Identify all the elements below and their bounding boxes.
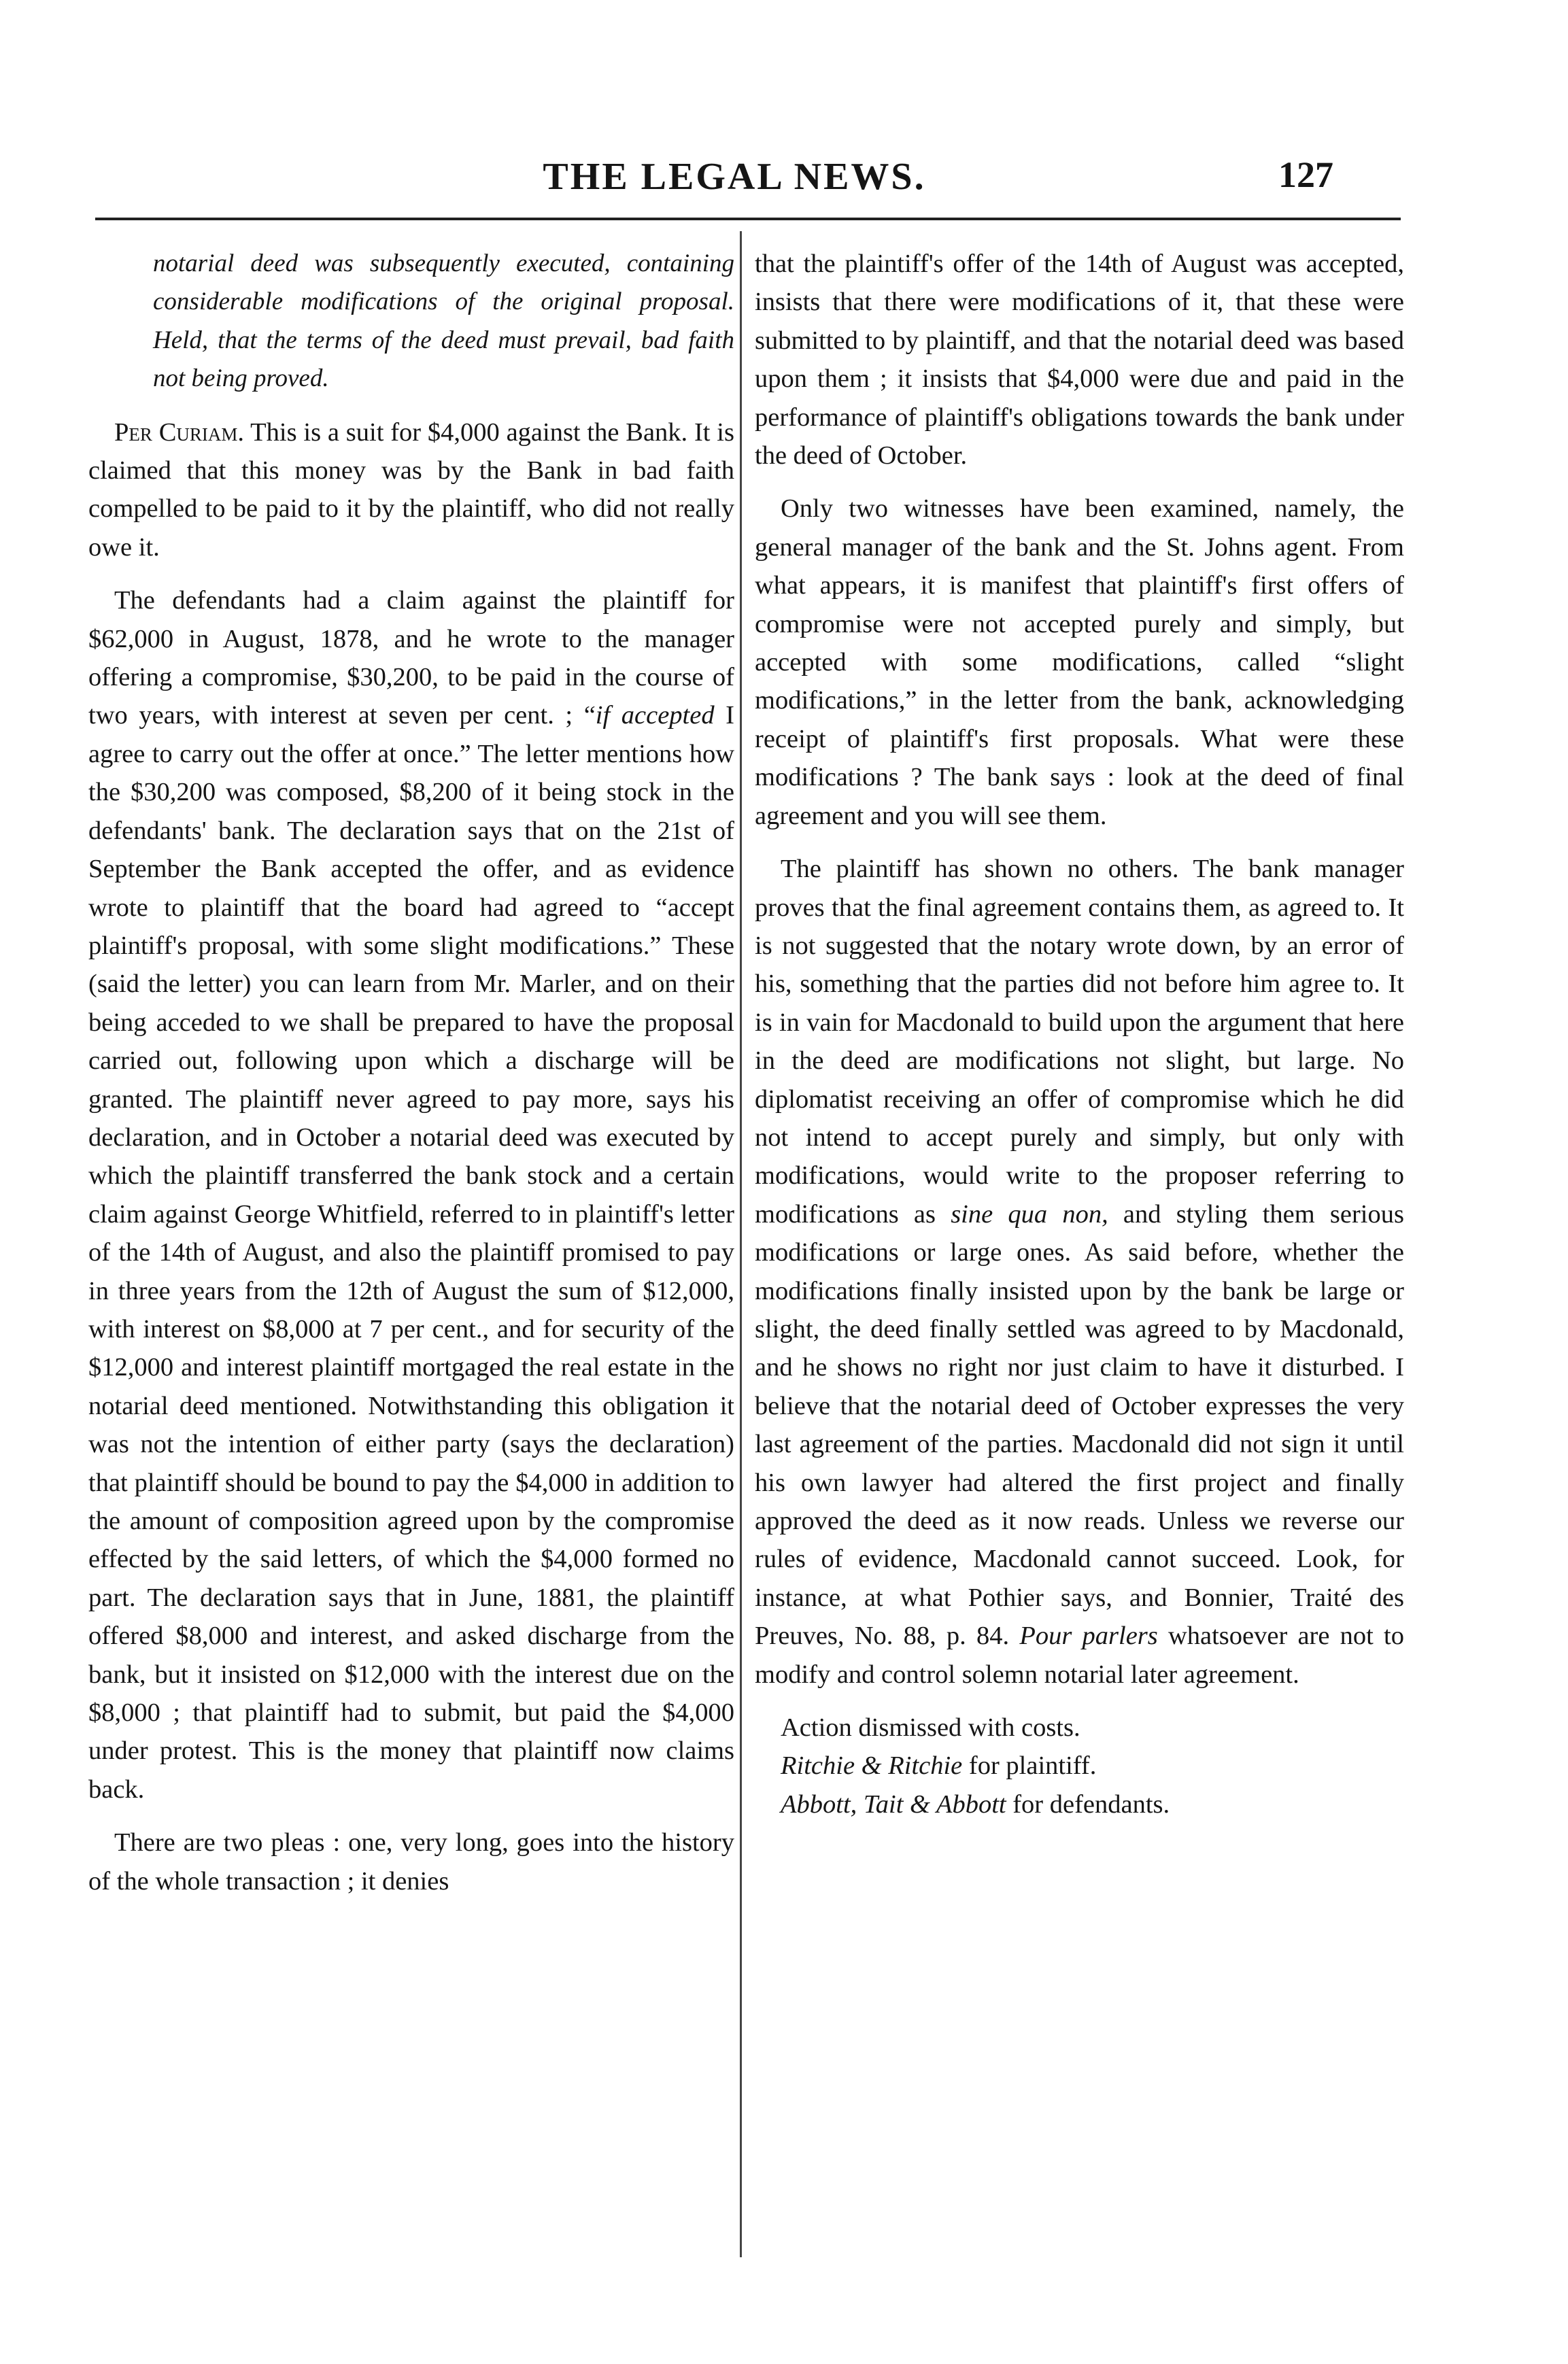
paragraph-text: The defendants had a claim against the plaintiff for $62,000 in August, 1878, and he wrote to the manager offering a compromise, $30,200, to be paid in the course of two years, with interest at seven per cent. ; “: [88, 586, 734, 730]
right-column: [755, 245, 1404, 1823]
italic-phrase: sine qua non,: [951, 1199, 1108, 1229]
italic-phrase: Pour parlers: [1019, 1622, 1158, 1651]
page-number: 127: [1278, 154, 1333, 195]
header-rule: [95, 218, 1401, 220]
paragraph: that the plaintiff's offer of the 14th of August was accepted, insists that there were modifications of it, that these were submitted to by plaintiff, and that the notarial deed was based upon them ; it insists that $4,000 were due and paid in the performance of plaintiff's obligations towards the bank under the deed of October.: [755, 250, 1404, 470]
counsel-name: Abbott, Tait & Abbott: [781, 1789, 1006, 1819]
paragraph: [755, 850, 1404, 1694]
per-curiam-label: Per Curiam.: [114, 417, 245, 447]
paragraph: [88, 581, 734, 1809]
paragraph: There are two pleas : one, very long, goes into the history of the whole transaction ; it denies: [88, 1828, 734, 1896]
paragraph-text: whatsoever are not to modify and control solemn notarial later agreement.: [755, 1622, 1404, 1689]
left-column: [88, 245, 734, 1900]
disposition: Action dismissed with costs.: [781, 1713, 1080, 1743]
running-title: THE LEGAL NEWS.: [543, 156, 926, 198]
paragraph-text: I agree to carry out the offer at once.” The letter mentions how the $30,200 was composed, $8,200 of it being stock in the defendants' bank. The declaration says that on the 21st of September the Bank accepted the offer, and as evidence wrote to plaintiff that the board had agreed to “accept plaintiff's proposal, with some slight modifications.” These (said the letter) you can learn from Mr. Marler, and on their being acceded to we shall be prepared to have the proposal carried out, following upon which a discharge will be granted. The plaintiff never agreed to pay more, says his declaration, and in October a notarial deed was executed by which the plaintiff transferred the bank stock and a certain claim against George Whitfield, referred to in plaintiff's letter of the 14th of August, and also the plaintiff promised to pay in three years from the 12th of August the sum of $12,000, with interest on $8,000 at 7 per cent., and for security of the $12,000 and interest plaintiff mortgaged the real estate in the notarial deed mentioned. Notwithstanding this obligation it was not the intention of either party (says the declaration) that plaintiff should be bound to pay the $4,000 in addition to the amount of composition agreed upon by the compromise effected by the said letters, of which the $4,000 formed no part. The declaration says that in June, 1881, the plaintiff offered $8,000 and interest, and asked discharge from the bank, but it insisted on $12,000 with the interest due on the $8,000 ; that plaintiff had to submit, but paid the $4,000 under protest. This is the money that plaintiff now claims back.: [88, 701, 734, 1804]
paragraph: Only two witnesses have been examined, namely, the general manager of the bank and the St. Johns agent. From what appears, it is manifest that plaintiff's first offers of compromise were not accepted purely and simply, but accepted with some modifications, called “slight modifications,” in the letter from the bank, acknowledging receipt of plaintiff's first proposals. What were these modifications ? The bank says : look at the deed of final agreement and you will see them.: [755, 494, 1404, 830]
paragraph-text: The plaintiff has shown no others. The bank manager proves that the final agreement contains them, as agreed to. It is not suggested that the notary wrote down, by an error of his, something that the parties did not before him agree to. It is in vain for Macdonald to build upon the argument that here in the deed are modifications not slight, but large. No diplomatist receiving an offer of compromise which he did not intend to accept purely and simply, but only with modifications, would write to the proposer referring to modifications as: [755, 855, 1404, 1229]
paragraph: [88, 413, 734, 567]
plaintiff-counsel: [755, 1747, 1404, 1785]
counsel-role: for defendants.: [1006, 1789, 1170, 1819]
counsel-role: for plaintiff.: [962, 1751, 1097, 1781]
column-divider: [740, 231, 742, 2257]
paragraph-text: and styling them serious modifications or large ones. As said before, whether the modifications finally insisted upon by the bank be large or slight, the deed finally settled was agreed to by Macdonald, and he shows no right nor just claim to have it disturbed. I believe that the notarial deed of October expresses the very last agreement of the parties. Macdonald did not sign it until his own lawyer had altered the first project and finally approved the deed as it now reads. Unless we reverse our rules of evidence, Macdonald cannot succeed. Look, for instance, at what Pothier says, and Bonnier, Traité des Preuves, No. 88, p. 84.: [755, 1199, 1404, 1651]
headnote: notarial deed was subsequently executed, containing considerable modifications of the original proposal. Held, that the terms of the deed must prevail, bad faith not being proved.: [153, 250, 734, 393]
italic-phrase: if accepted: [595, 701, 715, 730]
defendant-counsel: [755, 1785, 1404, 1823]
paragraph-text: This is a suit for $4,000 against the Bank. It is claimed that this money was by the Bank in bad faith compelled to be paid to it by the plaintiff, who did not really owe it.: [88, 417, 734, 562]
counsel-name: Ritchie & Ritchie: [781, 1751, 963, 1781]
